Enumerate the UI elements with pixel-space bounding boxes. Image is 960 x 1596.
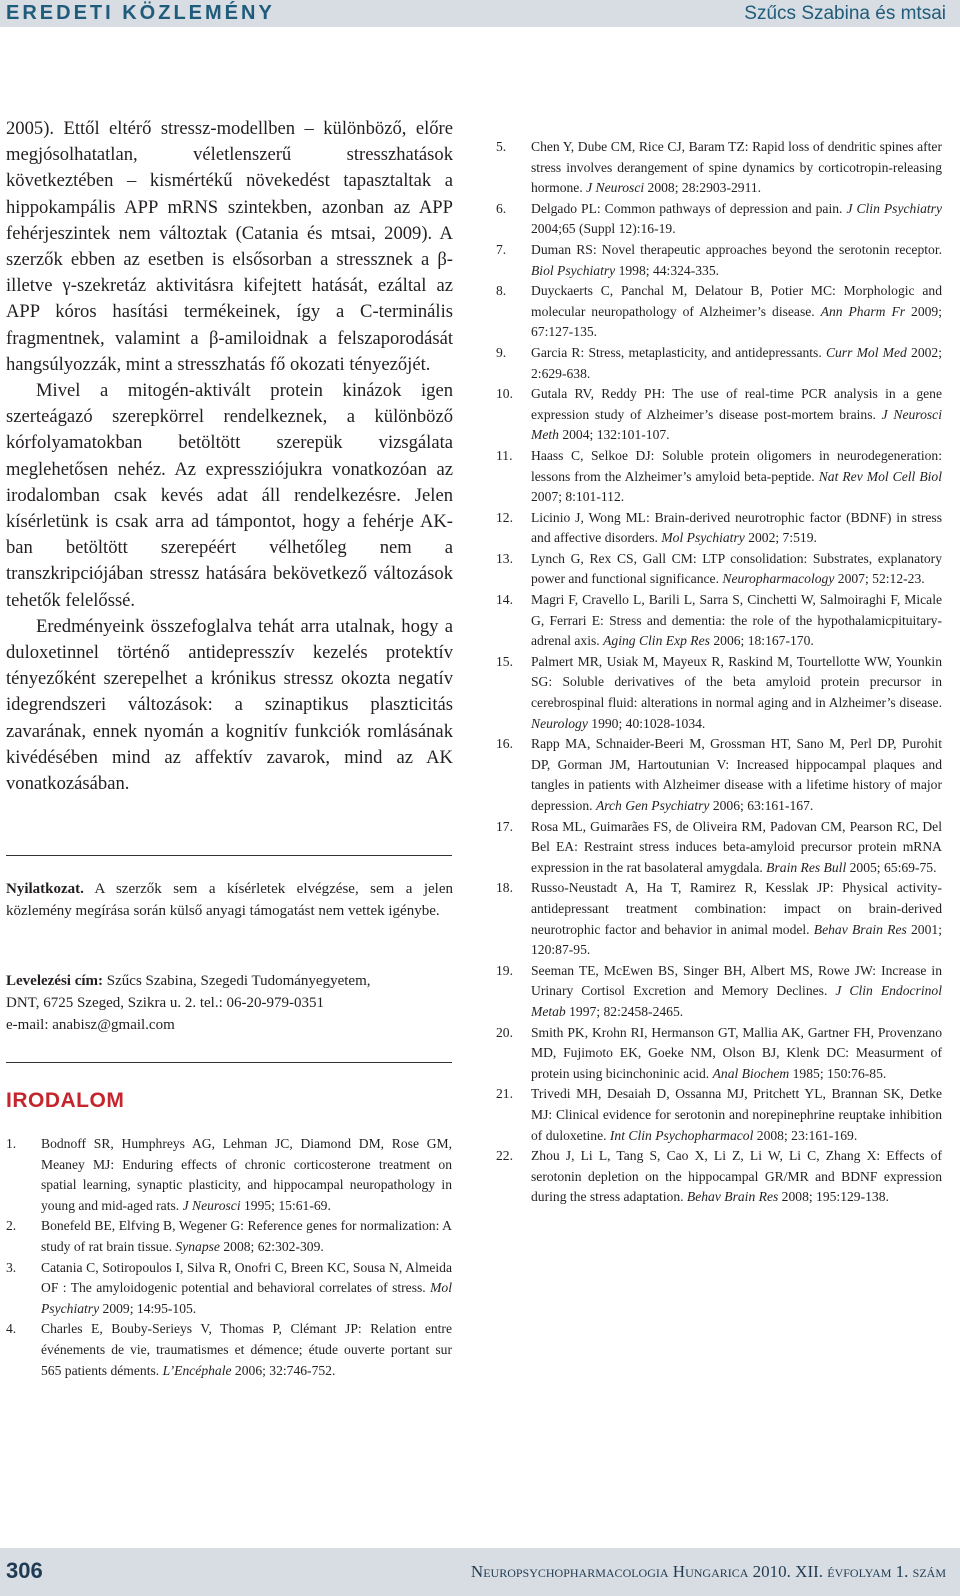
reference-list-right (496, 137, 942, 1208)
reference-item (496, 137, 942, 199)
reference-text: Lynch G, Rex CS, Gall CM: LTP consolidation: Substrates, explanatory power and functional significance. Neuropharmacology 2007; 52:12-23. (531, 550, 942, 587)
reference-number: 11. (496, 447, 513, 463)
divider-rule (6, 1062, 452, 1063)
reference-text: Duyckaerts C, Panchal M, Delatour B, Potier MC: Morphologic and molecular neuropathology of Alzheimer’s disease. Ann Pharm Fr 2009; 67:127-135. (531, 283, 942, 340)
reference-text: Charles E, Bouby-Serieys V, Thomas P, Clémant JP: Relation entre événements de vie, traumatismes et démence; étude ouverte portant sur 565 patients déments. L’Encéphale 2006; 32:746-752. (41, 1321, 452, 1378)
reference-item (496, 199, 942, 240)
reference-journal: Neurology (531, 715, 588, 731)
reference-number: 22. (496, 1148, 513, 1164)
reference-item (496, 508, 942, 549)
reference-text: Garcia R: Stress, metaplasticity, and antidepressants. Curr Mol Med 2002; 2:629-638. (531, 344, 942, 381)
reference-number: 18. (496, 880, 513, 896)
running-authors: Szűcs Szabina és mtsai (744, 3, 946, 24)
reference-journal: L’Encéphale (162, 1362, 232, 1378)
reference-journal: J Neurosci Meth (531, 406, 942, 443)
reference-journal: Brain Res Bull (766, 859, 847, 875)
body-paragraph-2: Mivel a mitogén-aktivált protein kinázok igen szerteágazó szerepkörrel rendelkeznek, a különböző kórfolyamatokban betöltött szerepük vizsgálata meglehetősen nehéz. Az expressziójukra vonatkozóan az irodalomban csak kevés adat áll rendelkezésre. Jelen kísérletünk is csak arra ad támpontot, hogy a fehérje AK-ban betöltött szerepéért vélhetőleg nem a transzkripciójában stressz hatására bekövetkező változások tehetők felelőssé. (6, 380, 453, 611)
reference-item (496, 1084, 942, 1146)
reference-item (6, 1258, 452, 1320)
reference-journal: Ann Pharm Fr (820, 303, 906, 319)
reference-number: 13. (496, 550, 513, 566)
reference-text: Bodnoff SR, Humphreys AG, Lehman JC, Diamond DM, Rose GM, Meaney MJ: Enduring effects of chronic corticosterone treatment on spatial learning, synaptic plasticity, and hippocampal neuropathology in young and mid-aged rats. J Neurosci 1995; 15:61-69. (41, 1136, 452, 1213)
reference-text: Rosa ML, Guimarães FS, de Oliveira RM, Padovan CM, Pearson RC, Del Bel EA: Restraint stress induces beta-amyloid precursor protein mRNA expression in the rat basolateral amygdala. Brain Res Bull 2005; 65:69-75. (531, 818, 942, 875)
reference-text: Russo-Neustadt A, Ha T, Ramirez R, Kesslak JP: Physical activity-antidepressant treatment combination: impact on brain-derived neurotrophic factor and behavior in animal model. Behav Brain Res 2001; 120:87-95. (531, 880, 942, 958)
reference-item (496, 734, 942, 816)
reference-number: 3. (6, 1259, 17, 1275)
contact-email: e-mail: anabisz@gmail.com (6, 1017, 175, 1033)
reference-journal: J Neurosci (182, 1197, 241, 1213)
reference-item (6, 1319, 452, 1381)
reference-number: 5. (496, 139, 507, 154)
reference-text: Rapp MA, Schnaider-Beeri M, Grossman HT, Sano M, Perl DP, Purohit DP, Gorman JM, Hartoutunian V: Increased hippocampal plaques and tangles in patients with Alzheimer disease with a lifetime history of major depression. Arch Gen Psychiatry 2006; 63:161-167. (531, 736, 942, 813)
reference-number: 2. (6, 1218, 17, 1234)
reference-journal: J Clin Endocrinol Metab (531, 983, 942, 1019)
reference-text: Duman RS: Novel therapeutic approaches beyond the serotonin receptor. Biol Psychiatry 1998; 44:324-335. (531, 241, 942, 278)
reference-item (6, 1216, 452, 1257)
reference-text: Catania C, Sotiropoulos I, Silva R, Onofri C, Breen KC, Sousa N, Almeida OF : The amyloidogenic potential and behavioral correlates of stress. Mol Psychiatry 2009; 14:95-105. (41, 1259, 452, 1316)
reference-number: 1. (6, 1136, 17, 1151)
reference-item (6, 1134, 452, 1216)
reference-journal: Synapse (175, 1238, 220, 1254)
reference-item (496, 878, 942, 960)
reference-number: 17. (496, 818, 513, 834)
reference-number: 7. (496, 241, 507, 257)
reference-journal: Behav Brain Res (686, 1189, 779, 1205)
contact-label: Levelezési cím: (6, 973, 104, 989)
reference-journal: Anal Biochem (712, 1065, 790, 1081)
reference-number: 19. (496, 962, 513, 978)
reference-item (496, 281, 942, 343)
reference-text: Trivedi MH, Desaiah D, Ossanna MJ, Pritchett YL, Brannan SK, Detke MJ: Clinical evidence for serotonin and norepinephrine reuptake inhibition of duloxetine. Int Clin Psychopharmacol 2008; 23:161-169. (531, 1086, 942, 1143)
reference-journal: Int Clin Psychopharmacol (609, 1127, 754, 1143)
body-text (6, 116, 453, 797)
reference-journal: Arch Gen Psychiatry (595, 798, 710, 813)
reference-number: 8. (496, 283, 507, 299)
reference-journal: Aging Clin Exp Res (603, 633, 710, 649)
reference-item (496, 549, 942, 590)
reference-text: Palmert MR, Usiak M, Mayeux R, Raskind M, Tourtellotte WW, Younkin SG: Soluble derivatives of the beta amyloid protein precursor in cerebrospinal fluid: alterations in normal aging and in Alzheimer’s disease. Neurology 1990; 40:1028-1034. (531, 653, 942, 731)
reference-item (496, 1023, 942, 1085)
body-paragraph-1: 2005). Ettől eltérő stressz-modellben – különböző, előre megjósolhatatlan, véletlenszerű stresszhatások következtében – kismértékű növekedést tapasztaltak a hippokampális APP mRNS szintekben, azonban az APP fehérjeszintek nem változtak (Catania és mtsai, 2009). A szerzők ebben az esetben is elsősorban a stressznek a β- illetve γ-szekretáz aktivitásra kifejtett hatását, ezáltal az APP kóros hasítási termékeinek, így a C-terminális fragmentnek, valamint a β-amiloidnak a felszaporodását hangsúlyozzák, mint a stresszhatás fő okozati tényezőjét. (6, 118, 453, 375)
reference-number: 6. (496, 200, 507, 216)
reference-journal: Curr Mol Med (825, 344, 907, 360)
reference-journal: Mol Psychiatry (41, 1280, 452, 1316)
reference-list-left (6, 1134, 452, 1381)
references-heading: IRODALOM (6, 1089, 125, 1112)
reference-item (496, 1146, 942, 1208)
section-title: EREDETI KÖZLEMÉNY (6, 2, 275, 24)
reference-number: 10. (496, 386, 513, 402)
declaration-text: A szerzők sem a kísérletek elvégzése, sem a jelen közlemény megírása során külső anyagi támogatást nem vettek igénybe. (6, 881, 453, 919)
reference-item (496, 240, 942, 281)
reference-item (496, 817, 942, 879)
reference-text: Delgado PL: Common pathways of depression and pain. J Clin Psychiatry 2004;65 (Suppl 12):16-19. (531, 200, 942, 237)
reference-number: 4. (6, 1321, 17, 1337)
reference-number: 9. (496, 344, 507, 360)
running-footer (0, 1548, 960, 1596)
reference-number: 16. (496, 736, 513, 752)
reference-text: Zhou J, Li L, Tang S, Cao X, Li Z, Li W, Li C, Zhang X: Effects of serotonin depletion on the hippocampal GR/MR and BDNF expression during the stress adaptation. Behav Brain Res 2008; 195:129-138. (531, 1148, 942, 1205)
reference-item (496, 652, 942, 734)
correspondence (6, 970, 453, 1036)
reference-journal: J Clin Psychiatry (846, 200, 942, 216)
reference-journal: Neuropharmacology (722, 571, 835, 587)
reference-number: 12. (496, 509, 513, 525)
reference-text: Haass C, Selkoe DJ: Soluble protein oligomers in neurodegeneration: lessons from the Alzheimer’s amyloid beta-peptide. Nat Rev Mol Cell Biol 2007; 8:101-112. (531, 447, 942, 505)
reference-text: Chen Y, Dube CM, Rice CJ, Baram TZ: Rapid loss of dendritic spines after stress involves derangement of spine dynamics by corticotropin-releasing hormone. J Neurosci 2008; 28:2903-2911. (531, 139, 942, 196)
journal-citation: Neuropsychopharmacologia Hungarica 2010. XII. évfolyam 1. szám (470, 1562, 946, 1581)
reference-item (496, 343, 942, 384)
contact-line-2: DNT, 6725 Szeged, Szikra u. 2. tel.: 06-20-979-0351 (6, 995, 324, 1011)
reference-number: 15. (496, 653, 513, 669)
page-number: 306 (6, 1558, 43, 1583)
reference-journal: J Neurosci (586, 180, 645, 196)
divider-rule (6, 855, 452, 856)
reference-text: Smith PK, Krohn RI, Hermanson GT, Mallia AK, Gartner FH, Provenzano MD, Fujimoto EK, Goeke NM, Olson BJ, Klenk DC: Measurment of protein using bicinchoninic acid. Anal Biochem 1985; 150:76-85. (531, 1024, 942, 1081)
reference-item (496, 590, 942, 652)
reference-number: 20. (496, 1024, 513, 1040)
reference-journal: Mol Psychiatry (661, 530, 745, 546)
reference-number: 21. (496, 1086, 513, 1102)
running-header (0, 0, 960, 27)
reference-text: Gutala RV, Reddy PH: The use of real-time PCR analysis in a gene expression study of Alzheimer’s disease post-mortem brains. J Neurosci Meth 2004; 132:101-107. (531, 386, 942, 443)
reference-item (496, 961, 942, 1023)
reference-journal: Behav Brain Res (813, 921, 907, 937)
body-paragraph-3: Eredményeink összefoglalva tehát arra utalnak, hogy a duloxetinnel történő antidepresszív kezelés protektív tényezőként szerepelhet a krónikus stressz okozta negatív idegrendszeri változások: a szinaptikus plaszticitás zavarának, ennek nyomán a kognitív funkciók romlásának kivédésében mind az affektív zavarok, mind az AK vonatkozásában. (6, 615, 453, 795)
reference-text: Licinio J, Wong ML: Brain-derived neurotrophic factor (BDNF) in stress and affective disorders. Mol Psychiatry 2002; 7:519. (531, 509, 942, 546)
reference-number: 14. (496, 592, 513, 608)
reference-text: Seeman TE, McEwen BS, Singer BH, Albert MS, Rowe JW: Increase in Urinary Cortisol Excretion and Memory Declines. J Clin Endocrinol Metab 1997; 82:2458-2465. (531, 962, 942, 1019)
contact-line-1: Szűcs Szabina, Szegedi Tudományegyetem, (103, 973, 371, 989)
reference-journal: Nat Rev Mol Cell Biol (818, 468, 942, 484)
declaration (6, 878, 453, 922)
reference-journal: Biol Psychiatry (531, 262, 616, 278)
reference-item (496, 384, 942, 446)
reference-text: Bonefeld BE, Elfving B, Wegener G: Reference genes for normalization: A study of rat brain tissue. Synapse 2008; 62:302-309. (41, 1218, 452, 1254)
reference-text: Magri F, Cravello L, Barili L, Sarra S, Cinchetti W, Salmoiraghi F, Micale G, Ferrari E: Stress and dementia: the role of the hypothalamicpituitary-adrenal axis. Aging Clin Exp Res 2006; 18:167-170. (531, 592, 942, 649)
declaration-label: Nyilatkozat. (6, 881, 84, 897)
reference-item (496, 446, 942, 508)
